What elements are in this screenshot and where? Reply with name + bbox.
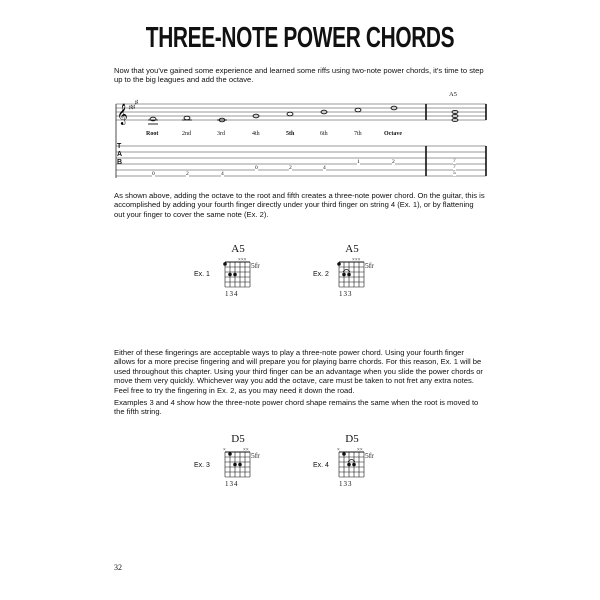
page-number: 32 xyxy=(114,563,122,572)
svg-text:×××: ××× xyxy=(352,258,361,263)
fret-position: 5fr xyxy=(251,451,260,460)
finger-numbers: 134 xyxy=(225,480,239,488)
tab-letter: T xyxy=(117,143,122,150)
tab-note: 0 xyxy=(152,171,155,177)
tab-note: 2 xyxy=(186,171,189,177)
tab-note: 1 xyxy=(357,159,360,165)
tab-note: 0 xyxy=(255,165,258,171)
tab-letter: B xyxy=(117,159,123,166)
interval-label: 2nd xyxy=(182,131,191,137)
svg-text:×××: ××× xyxy=(238,258,247,263)
paragraph-4: Examples 3 and 4 show how the three-note power chord shape remains the same when the root is moved to the fifth string. xyxy=(114,398,479,417)
page-title: THREE-NOTE POWER CHORDS xyxy=(145,22,455,54)
svg-text:××: ×× xyxy=(357,448,363,453)
finger-numbers: 134 xyxy=(225,290,239,298)
svg-text:♯♯: ♯♯ xyxy=(129,105,135,111)
interval-label: 6th xyxy=(320,131,328,137)
example-label: Ex. 1 xyxy=(194,271,210,278)
fret-position: 5fr xyxy=(365,261,374,270)
example-label: Ex. 3 xyxy=(194,462,210,469)
tab-note: 2 xyxy=(289,165,292,171)
chord-name: D5 xyxy=(345,433,359,445)
interval-label: 3rd xyxy=(217,131,225,137)
paragraph-3: Either of these fingerings are acceptable ways to play a three-note power chord. Using your fourth finger allows for a more precise fingering and will prepare you for playing barre chords. For this reason, Ex. 1 will be used throughout this chapter. Using your third finger can be an advantage when you slide the power chords or move them very quickly. Whichever way you add the octave, care must be taken to not fret any extra notes. Feel free to try the fingering in Ex. 2, as you may need it down the road. xyxy=(114,348,483,395)
interval-label: 7th xyxy=(354,131,362,137)
interval-label: 4th xyxy=(252,131,260,137)
chord-name: D5 xyxy=(231,433,245,445)
chord-tab-note: 7 xyxy=(453,164,456,170)
svg-text:×: × xyxy=(223,448,226,453)
chord-name: A5 xyxy=(345,243,359,255)
svg-text:×: × xyxy=(337,448,340,453)
paragraph-2: As shown above, adding the octave to the root and fifth creates a three-note power chord. On the guitar, this is accomplished by adding your fourth finger directly under your third finger on string 4 (Ex. 1), or by flattening out your finger to cover the same note (Ex. 2). xyxy=(114,191,485,219)
treble-clef-icon: 𝄞 xyxy=(117,104,128,124)
interval-label: Root xyxy=(146,131,159,137)
example-label: Ex. 4 xyxy=(313,462,329,469)
tab-note: 4 xyxy=(221,171,224,177)
svg-text:××: ×× xyxy=(243,448,249,453)
svg-text:♯: ♯ xyxy=(135,100,138,106)
intro-paragraph: Now that you've gained some experience and learned some riffs using two-note power chords, it's time to step up to the big leagues and add the octave. xyxy=(114,66,484,85)
finger-numbers: 133 xyxy=(339,290,353,298)
chord-name: A5 xyxy=(231,243,245,255)
chord-tab-note: 7 xyxy=(453,158,456,164)
fret-position: 5fr xyxy=(365,451,374,460)
finger-numbers: 133 xyxy=(339,480,353,488)
interval-label: 5th xyxy=(286,131,295,137)
chord-tab-note: 5 xyxy=(453,170,456,176)
tab-note: 2 xyxy=(392,159,395,165)
fret-position: 5fr xyxy=(251,261,260,270)
tab-letter: A xyxy=(117,151,123,158)
example-label: Ex. 2 xyxy=(313,271,329,278)
chord-symbol-a5: A5 xyxy=(449,91,457,98)
tab-note: 4 xyxy=(323,165,326,171)
interval-label: Octave xyxy=(384,131,402,137)
